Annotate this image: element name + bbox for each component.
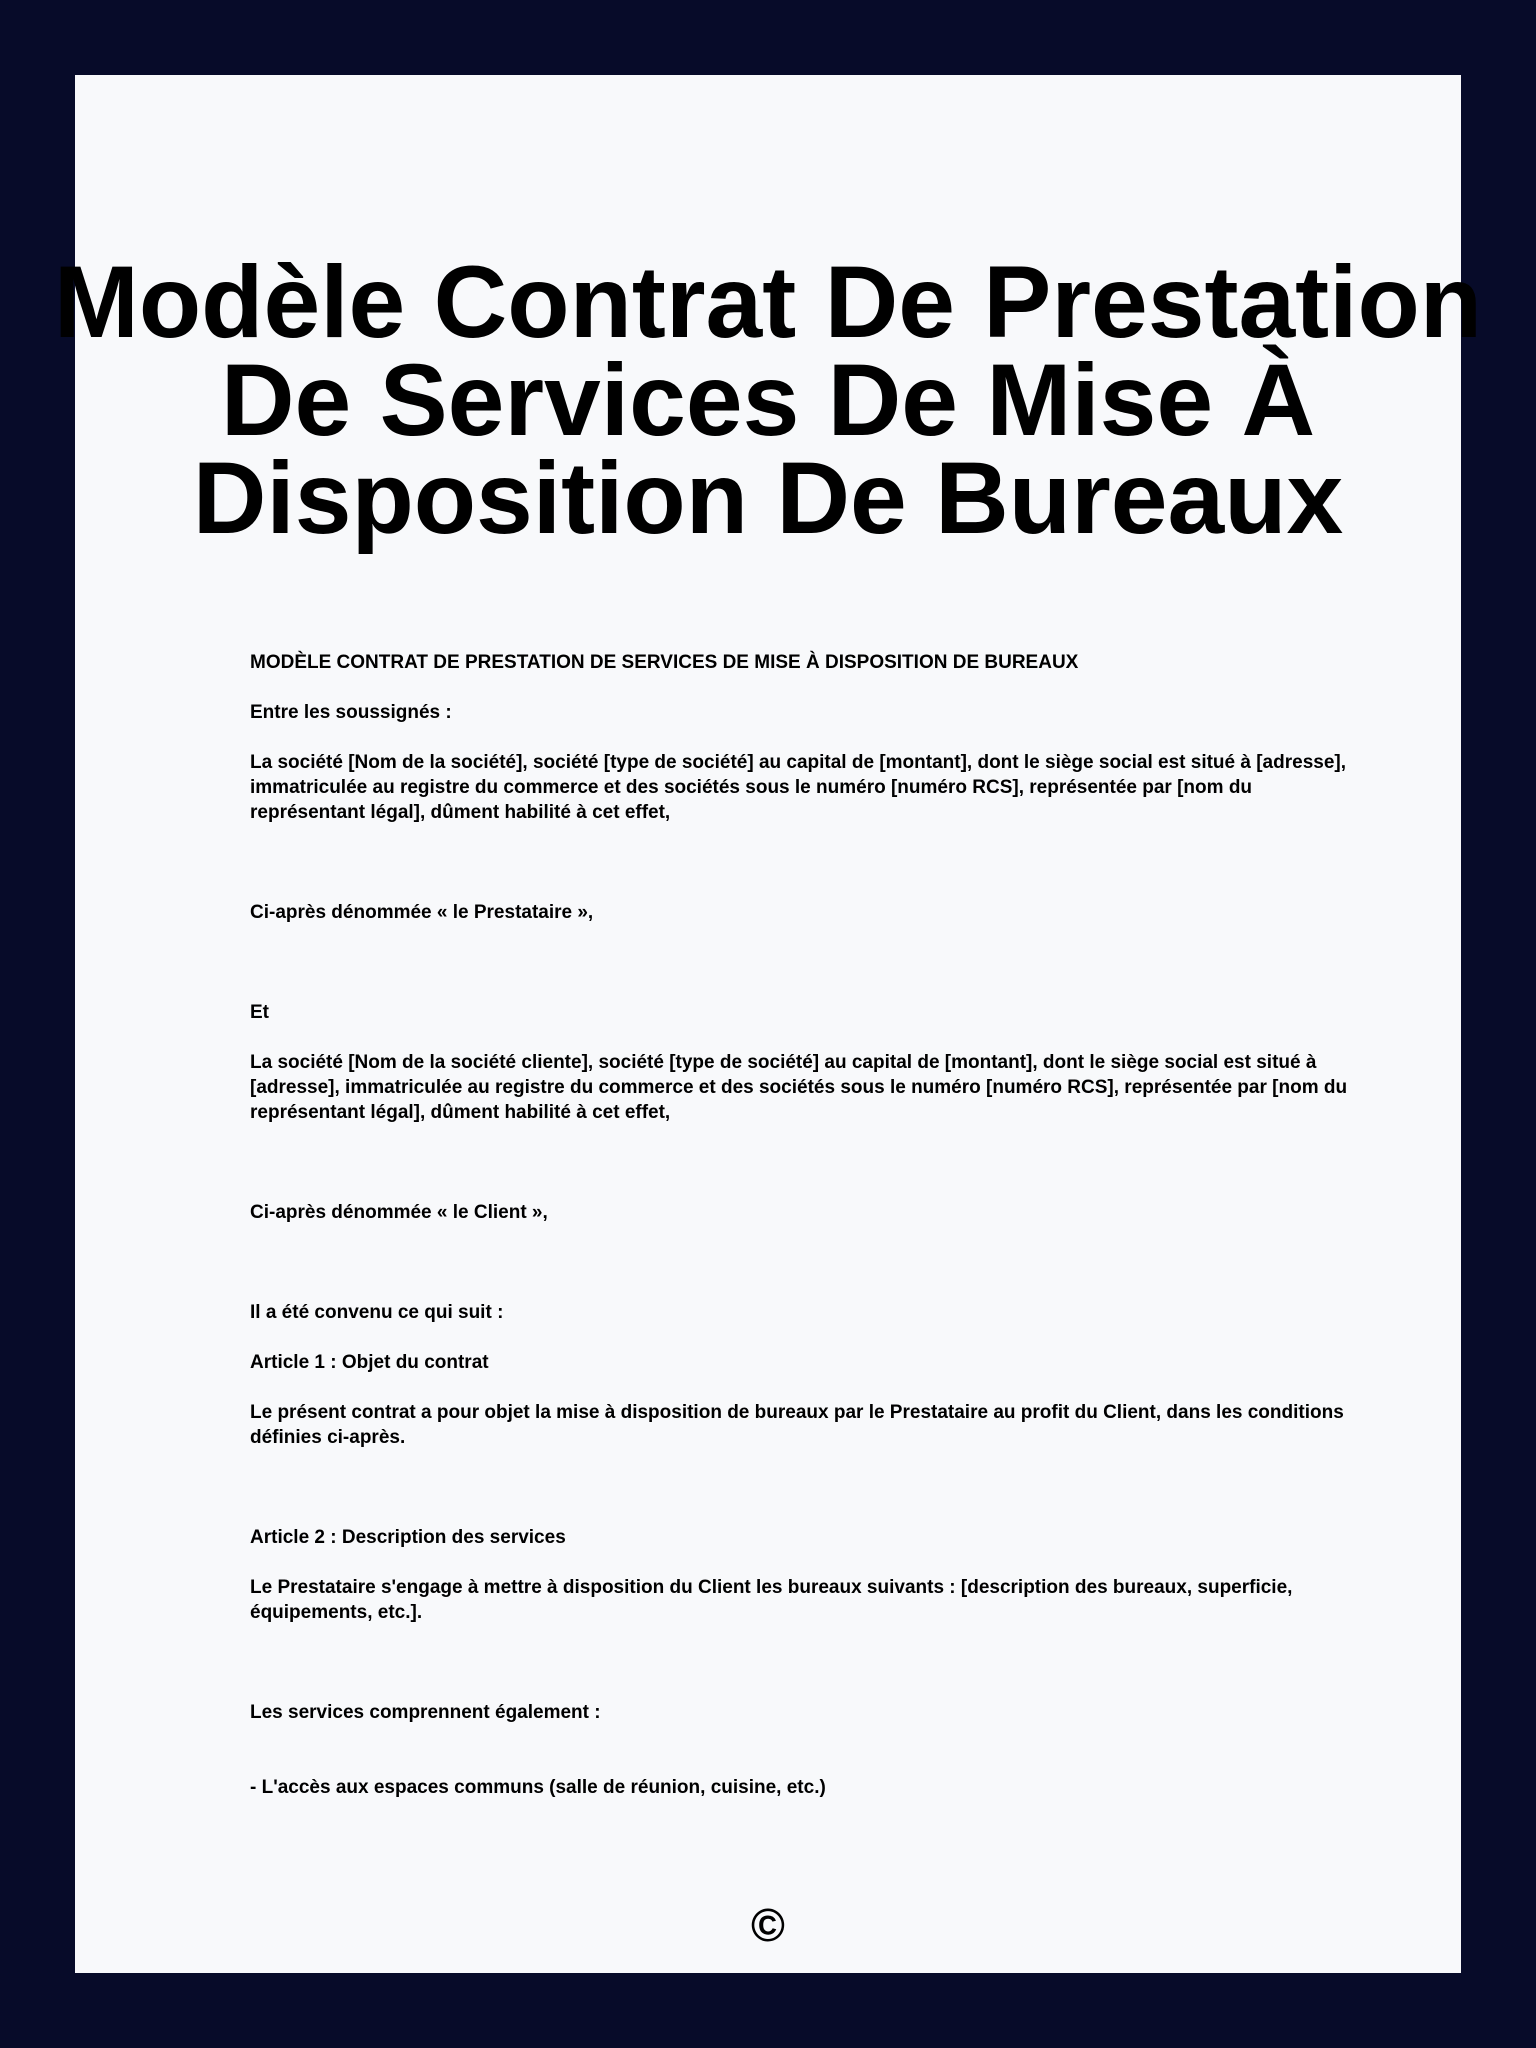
conjunction-text: Et (250, 1002, 269, 1023)
article-1-heading: Article 1 : Objet du contrat (250, 1352, 489, 1373)
article-1-text: Le présent contrat a pour objet la mise à disposition de bureaux par le Prestataire au profit du Client, dans les conditions définies ci-après. (250, 1402, 1344, 1448)
contract-body (250, 650, 1370, 1800)
services-list-item: - L'accès aux espaces communs (salle de réunion, cuisine, etc.) (250, 1777, 826, 1798)
client-designation: Ci-après dénommée « le Client », (250, 1202, 548, 1223)
provider-designation: Ci-après dénommée « le Prestataire », (250, 902, 594, 923)
copyright-icon: © (751, 1899, 785, 1951)
article-2-heading: Article 2 : Description des services (250, 1527, 566, 1548)
provider-description: La société [Nom de la société], société [type de société] au capital de [montant], dont le siège social est situé à [adresse], immatriculée au registre du commerce et des sociétés sous le numéro [numéro RCS], représentée par [nom du représentant légal], dûment habilité à cet effet, (250, 752, 1346, 823)
client-description: La société [Nom de la société cliente], société [type de société] au capital de [montant], dont le siège social est situé à [adresse], immatriculée au registre du commerce et des sociétés sous le numéro [numéro RCS], représentée par [nom du représentant légal], dûment habilité à cet effet, (250, 1052, 1348, 1123)
services-intro: Les services comprennent également : (250, 1702, 601, 1723)
document-page (53, 75, 1483, 1973)
agreement-intro: Il a été convenu ce qui suit : (250, 1302, 504, 1323)
parties-intro: Entre les soussignés : (250, 702, 452, 723)
article-2-text: Le Prestataire s'engage à mettre à disposition du Client les bureaux suivants : [description des bureaux, superficie, équipements, etc.]. (250, 1577, 1293, 1623)
contract-heading: MODÈLE CONTRAT DE PRESTATION DE SERVICES DE MISE À DISPOSITION DE BUREAUX (250, 652, 1079, 673)
page-title: Modèle Contrat De Prestation De Services De Mise À Disposition De Bureaux (53, 245, 1483, 555)
